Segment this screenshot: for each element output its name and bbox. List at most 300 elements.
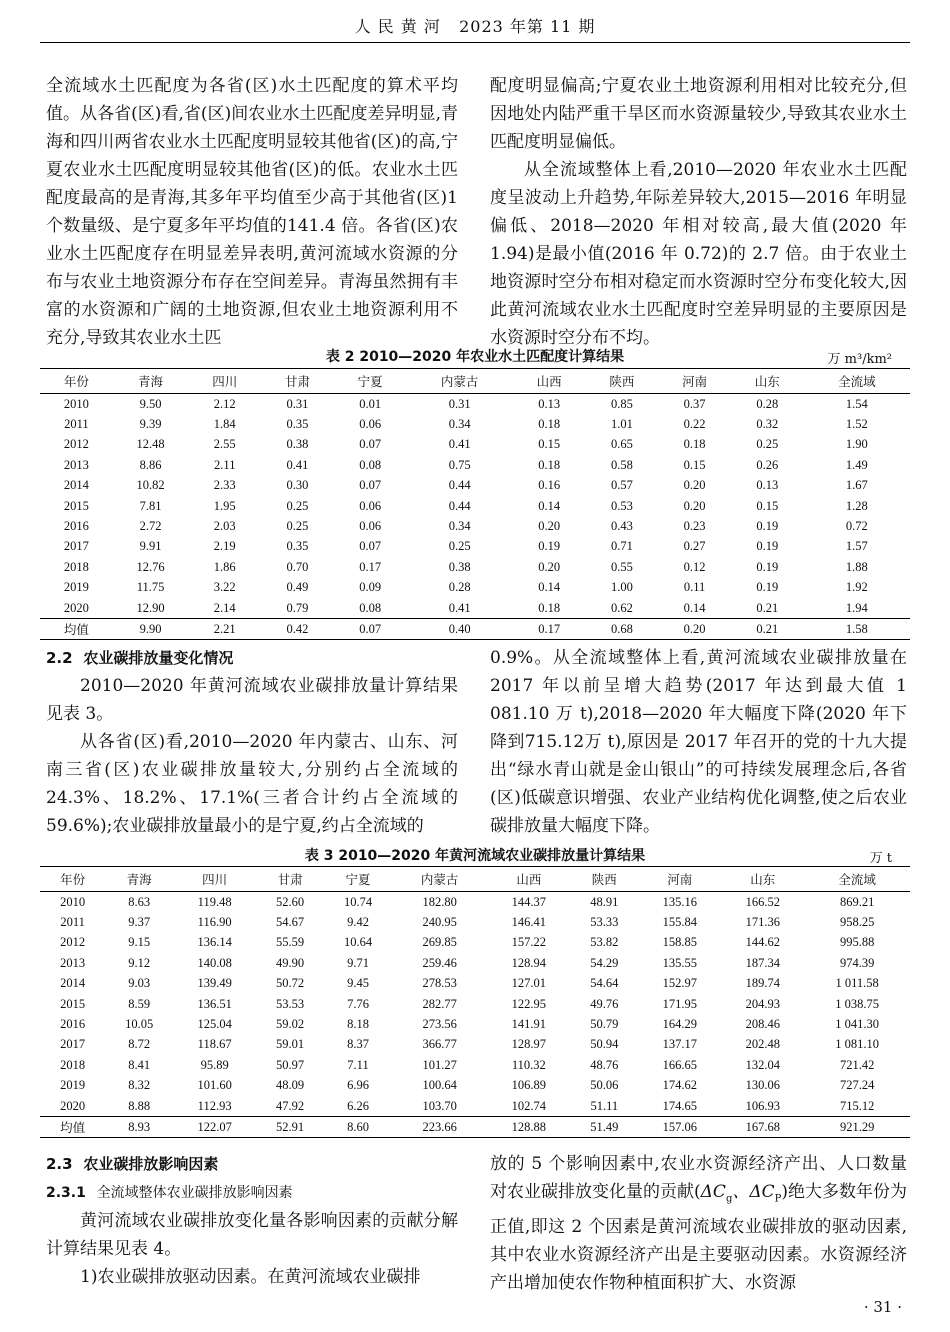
table-cell: 0.13 <box>756 478 779 493</box>
table-cell: 2010 <box>63 396 89 411</box>
table-cell: 2014 <box>63 478 89 493</box>
table-cell: 均值 <box>40 619 113 640</box>
table-cell: 118.67 <box>197 1037 232 1052</box>
journal-name: 人 民 黄 河 <box>354 17 441 36</box>
column-header: 全流域 <box>804 867 910 892</box>
table-cell: 995.88 <box>839 935 875 950</box>
table-cell: 52.91 <box>256 1117 324 1138</box>
table-cell: 130.06 <box>745 1078 780 1093</box>
table-cell: 10.05 <box>125 1017 154 1032</box>
table-cell: 167.68 <box>721 1117 804 1138</box>
column-header: 河南 <box>658 369 731 394</box>
table-cell: 7.11 <box>347 1057 369 1072</box>
table-cell: 9.39 <box>139 417 162 432</box>
column-header: 青海 <box>113 369 189 394</box>
header-rule <box>40 42 910 43</box>
table-cell: 50.97 <box>276 1057 305 1072</box>
table-row <box>40 933 910 953</box>
table-cell: 0.16 <box>538 478 561 493</box>
table-cell: 1 038.75 <box>835 996 879 1011</box>
table-cell: 1.84 <box>213 417 236 432</box>
subsection-number: 2.3.1 <box>46 1185 86 1201</box>
table-cell: 259.46 <box>422 955 457 970</box>
table-cell: 278.53 <box>422 976 457 991</box>
table-cell: 157.22 <box>511 935 547 950</box>
table-cell: 50.06 <box>590 1078 619 1093</box>
table-cell: 0.18 <box>538 600 561 615</box>
table-cell: 1 041.30 <box>835 1017 879 1032</box>
table-cell: 0.18 <box>683 437 706 452</box>
table-cell: 10.74 <box>343 894 373 909</box>
table-cell: 128.97 <box>511 1037 547 1052</box>
table-cell: 59.01 <box>276 1037 305 1052</box>
table-cell: 均值 <box>40 1117 105 1138</box>
table-cell: 2.55 <box>213 437 236 452</box>
table-cell: 0.55 <box>610 559 633 574</box>
table-cell: 122.07 <box>173 1117 256 1138</box>
section-number: 2.3 <box>46 1155 73 1173</box>
table-row <box>40 414 910 434</box>
table2 <box>40 368 910 640</box>
table-cell: 0.15 <box>756 498 779 513</box>
table-cell: 128.94 <box>511 955 547 970</box>
table-cell: 2010 <box>60 894 86 909</box>
table-cell: 0.23 <box>683 519 706 534</box>
table-cell: 0.34 <box>448 417 471 432</box>
paragraph: 0.9%。从全流域整体上看,黄河流域农业碳排放量在2017 年以前呈增大趋势(2017 年达到最大值 1 081.10 万 t),2018—2020 年大幅度下降(2020 年下降到715.12万 t),原因是 2017 年召开的党的十九大提出“绿水青山就是金山银山”的可持续发展理念后,各省(区)低碳意识增强、农业产业结构优化调整,使之后农业碳排放量大幅度下降。 <box>490 648 907 836</box>
table-cell: 0.15 <box>683 457 706 472</box>
body-column-right-2 <box>490 644 907 840</box>
table3-caption: 表 3 2010—2020 年黄河流域农业碳排放量计算结果 <box>304 848 646 864</box>
table-cell: 2.12 <box>213 396 236 411</box>
table-cell: 0.75 <box>448 457 471 472</box>
table-cell: 0.06 <box>359 417 382 432</box>
table-cell: 7.76 <box>347 996 369 1011</box>
table-cell: 0.18 <box>538 417 561 432</box>
table-cell: 0.58 <box>610 457 633 472</box>
table-cell: 136.14 <box>197 935 232 950</box>
table-cell: 54.29 <box>590 955 619 970</box>
table-cell: 2012 <box>60 935 86 950</box>
paragraph: 全流域水土匹配度为各省(区)水土匹配度的算术平均值。从各省(区)看,省(区)间农业水土匹配度差异明显,青海和四川两省农业水土匹配度明显较其他省(区)的高,宁夏农业水土匹配度明显较其他省(区)的低。农业水土匹配度最高的是青海,其多年平均值至少高于其他省(区)1 个数量级、是宁夏多年平均值的141.4 倍。各省(区)农业水土匹配度存在明显差异表明,黄河流域水资源的分布与农业土地资源分布存在空间差异。青海虽然拥有丰富的水资源和广阔的土地资源,但农业土地资源利用不充分,导致其农业水土匹 <box>46 76 458 348</box>
table-cell: 0.06 <box>359 519 382 534</box>
table-cell: 2.03 <box>213 519 236 534</box>
paragraph: 放的 5 个影响因素中,农业水资源经济产出、人口数量对农业碳排放变化量的贡献($\Delta C_g$、$\Delta C_P$)绝大多数年份为正值,即这 2 个因素是黄河流域农业碳排放的驱动因素,其中农业水资源经济产出是主要驱动因素。水资源经济产出增加使农作物种植面积扩大、水资源 <box>490 1154 908 1294</box>
table-row <box>40 974 910 994</box>
table-cell: 1.54 <box>845 396 868 411</box>
table-cell: 0.34 <box>448 519 471 534</box>
table-cell: 0.28 <box>448 580 471 595</box>
body-column-left-2 <box>46 644 458 840</box>
paragraph: 2010—2020 年黄河流域农业碳排放量计算结果见表 3。 <box>46 676 458 724</box>
table-cell: 2.72 <box>139 519 162 534</box>
table-cell: 721.42 <box>839 1057 875 1072</box>
table-cell: 208.46 <box>745 1017 780 1032</box>
column-header: 山西 <box>487 867 570 892</box>
table-cell: 174.62 <box>662 1078 697 1093</box>
table-cell: 51.11 <box>590 1098 619 1113</box>
table-cell: 157.06 <box>638 1117 721 1138</box>
column-header: 青海 <box>105 867 173 892</box>
table-cell: 8.41 <box>128 1057 151 1072</box>
table-cell: 9.91 <box>139 539 162 554</box>
table-cell: 53.33 <box>590 915 619 930</box>
table-cell: 100.64 <box>422 1078 457 1093</box>
table-cell: 240.95 <box>422 915 457 930</box>
table-cell: 0.57 <box>610 478 633 493</box>
table2-unit: 万 m³/km² <box>827 352 892 367</box>
table-cell: 204.93 <box>745 996 780 1011</box>
table-cell: 958.25 <box>839 915 875 930</box>
table-cell: 50.79 <box>590 1017 619 1032</box>
table-cell: 53.82 <box>590 935 619 950</box>
table-cell: 128.88 <box>487 1117 570 1138</box>
section-heading <box>46 1150 458 1178</box>
table-cell: 137.17 <box>662 1037 697 1052</box>
paragraph: 从全流域整体上看,2010—2020 年农业水土匹配度呈波动上升趋势,年际差异较大,2015—2016 年明显偏低、2018—2020 年相对较高,最大值(2020 年1.94)是最小值(2016 年 0.72)的 2.7 倍。由于农业土地资源时空分布相对稳定而水资源时空分布变化较大,因此黄河流域农业水土匹配度时空差异明显的主要原因是水资源时空分布不均。 <box>490 160 907 348</box>
table-cell: 144.62 <box>745 935 780 950</box>
table-cell: 103.70 <box>422 1098 457 1113</box>
table-cell: 0.07 <box>359 437 382 452</box>
column-header: 四川 <box>188 369 261 394</box>
column-header: 山西 <box>513 369 586 394</box>
table-cell: 1.92 <box>845 580 868 595</box>
table-cell: 49.90 <box>276 955 305 970</box>
table-cell: 0.65 <box>610 437 633 452</box>
table-cell: 135.16 <box>662 894 697 909</box>
running-header <box>0 14 950 37</box>
table-cell: 9.71 <box>347 955 369 970</box>
column-header: 全流域 <box>804 369 910 394</box>
table-cell: 0.38 <box>448 559 471 574</box>
table-cell: 119.48 <box>197 894 232 909</box>
table-cell: 106.93 <box>745 1098 780 1113</box>
table-cell: 2011 <box>60 915 85 930</box>
table-cell: 127.01 <box>511 976 547 991</box>
table-cell: 95.89 <box>200 1057 229 1072</box>
table-cell: 0.85 <box>610 396 633 411</box>
table-cell: 0.14 <box>538 498 561 513</box>
table-cell: 164.29 <box>662 1017 697 1032</box>
table-cell: 0.44 <box>448 478 471 493</box>
table-cell: 2013 <box>63 457 89 472</box>
table-cell: 0.01 <box>359 396 382 411</box>
table-cell: 1.52 <box>845 417 868 432</box>
table-cell: 0.68 <box>586 619 659 640</box>
body-column-right-3 <box>490 1150 907 1297</box>
table-cell: 0.12 <box>683 559 706 574</box>
table-cell: 2011 <box>64 417 89 432</box>
table-cell: 116.90 <box>197 915 232 930</box>
table-cell: 0.20 <box>538 559 561 574</box>
table-cell: 869.21 <box>839 894 875 909</box>
table-cell: 0.70 <box>286 559 309 574</box>
table-cell: 0.11 <box>683 580 706 595</box>
table-row <box>40 1076 910 1096</box>
table-row <box>40 496 910 516</box>
body-column-left-1 <box>46 72 458 352</box>
table-cell: 0.22 <box>683 417 706 432</box>
table-cell: 0.19 <box>756 519 779 534</box>
table-row <box>40 435 910 455</box>
table-cell: 0.30 <box>286 478 309 493</box>
table-cell: 182.80 <box>422 894 457 909</box>
table-cell: 8.88 <box>128 1098 151 1113</box>
table-cell: 8.60 <box>324 1117 392 1138</box>
table-cell: 1.86 <box>213 559 236 574</box>
table-cell: 55.59 <box>276 935 305 950</box>
table-row <box>40 1035 910 1055</box>
table-cell: 0.25 <box>286 498 309 513</box>
table-cell: 136.51 <box>197 996 232 1011</box>
table-cell: 0.08 <box>359 600 382 615</box>
table-cell: 1 011.58 <box>835 976 879 991</box>
table-cell: 0.20 <box>683 478 706 493</box>
table-row <box>40 455 910 475</box>
table-cell: 2.33 <box>213 478 236 493</box>
table-cell: 9.50 <box>139 396 162 411</box>
table-cell: 48.09 <box>276 1078 305 1093</box>
table-cell: 0.09 <box>359 580 382 595</box>
table-cell: 8.86 <box>139 457 162 472</box>
table-row <box>40 476 910 496</box>
table-cell: 158.85 <box>662 935 697 950</box>
table-cell: 2019 <box>63 580 89 595</box>
table-cell: 9.12 <box>128 955 151 970</box>
table-cell: 110.32 <box>511 1057 546 1072</box>
column-header: 山东 <box>731 369 804 394</box>
table-cell: 2015 <box>60 996 86 1011</box>
table-cell: 8.18 <box>347 1017 369 1032</box>
table-cell: 8.37 <box>347 1037 369 1052</box>
table-cell: 9.45 <box>347 976 369 991</box>
column-header: 宁夏 <box>334 369 407 394</box>
table-cell: 282.77 <box>422 996 457 1011</box>
table-cell: 0.19 <box>756 559 779 574</box>
table-cell: 269.85 <box>422 935 457 950</box>
table-cell: 2012 <box>63 437 89 452</box>
table-cell: 12.48 <box>136 437 165 452</box>
table-cell: 102.74 <box>511 1098 547 1113</box>
table-cell: 139.49 <box>197 976 232 991</box>
table-cell: 8.72 <box>128 1037 151 1052</box>
table-cell: 106.89 <box>511 1078 547 1093</box>
table-cell: 0.25 <box>756 437 779 452</box>
table-cell: 0.53 <box>610 498 633 513</box>
table3 <box>40 866 910 1138</box>
column-header: 河南 <box>638 867 721 892</box>
table-cell: 9.42 <box>347 915 369 930</box>
table-cell: 2018 <box>60 1057 86 1072</box>
table-cell: 2020 <box>63 600 89 615</box>
table-cell: 132.04 <box>745 1057 780 1072</box>
table-cell: 0.41 <box>286 457 309 472</box>
table2-caption: 表 2 2010—2020 年农业水土匹配度计算结果 <box>325 349 625 365</box>
table-row <box>40 516 910 536</box>
section-number: 2.2 <box>46 649 73 667</box>
table-cell: 189.74 <box>745 976 780 991</box>
table-cell: 112.93 <box>197 1098 232 1113</box>
table-cell: 0.40 <box>407 619 513 640</box>
subsection-title: 全流域整体农业碳排放影响因素 <box>96 1185 293 1201</box>
table-row <box>40 953 910 973</box>
table-row <box>40 578 910 598</box>
table-cell: 0.20 <box>658 619 731 640</box>
table-cell: 0.07 <box>359 478 382 493</box>
table-cell: 0.72 <box>845 519 868 534</box>
table-cell: 2017 <box>60 1037 86 1052</box>
table-cell: 1.88 <box>845 559 868 574</box>
table-cell: 152.97 <box>662 976 697 991</box>
body-column-left-3 <box>46 1150 458 1291</box>
table-cell: 0.19 <box>756 539 779 554</box>
table-cell: 715.12 <box>839 1098 875 1113</box>
table-cell: 54.67 <box>276 915 305 930</box>
column-header: 内蒙古 <box>407 369 513 394</box>
table-cell: 0.71 <box>610 539 633 554</box>
table-row <box>40 912 910 932</box>
section-title: 农业碳排放影响因素 <box>83 1155 219 1173</box>
table-cell: 2019 <box>60 1078 86 1093</box>
table-cell: 1.00 <box>610 580 633 595</box>
table-cell: 0.25 <box>286 519 309 534</box>
table-cell: 1 081.10 <box>835 1037 879 1052</box>
table-cell: 6.26 <box>347 1098 369 1113</box>
section-heading <box>46 644 458 672</box>
table-cell: 727.24 <box>839 1078 875 1093</box>
table-cell: 202.48 <box>745 1037 780 1052</box>
table-cell: 223.66 <box>392 1117 487 1138</box>
table-cell: 155.84 <box>662 915 697 930</box>
table-average-row <box>40 619 910 640</box>
table-cell: 0.07 <box>359 539 382 554</box>
table-cell: 0.44 <box>448 498 471 513</box>
table-cell: 0.21 <box>756 600 779 615</box>
table-cell: 0.07 <box>334 619 407 640</box>
subsection-heading <box>46 1178 458 1207</box>
table-cell: 0.21 <box>731 619 804 640</box>
paragraph: 黄河流域农业碳排放变化量各影响因素的贡献分解计算结果见表 4。 <box>46 1211 458 1259</box>
table-row <box>40 598 910 619</box>
table-cell: 2.21 <box>188 619 261 640</box>
table-cell: 166.65 <box>662 1057 697 1072</box>
table-cell: 10.64 <box>343 935 373 950</box>
table-cell: 0.19 <box>538 539 561 554</box>
table-cell: 12.90 <box>136 600 165 615</box>
table-cell: 2.14 <box>213 600 236 615</box>
table-cell: 2018 <box>63 559 89 574</box>
table-cell: 1.67 <box>845 478 868 493</box>
body-column-right-1 <box>490 72 907 352</box>
table-cell: 141.91 <box>511 1017 547 1032</box>
table-cell: 0.08 <box>359 457 382 472</box>
table-cell: 0.43 <box>610 519 633 534</box>
table-cell: 1.94 <box>845 600 868 615</box>
paragraph: 1)农业碳排放驱动因素。在黄河流域农业碳排 <box>80 1267 421 1287</box>
table-cell: 9.15 <box>128 935 151 950</box>
table-cell: 0.13 <box>538 396 561 411</box>
table-cell: 0.35 <box>286 417 309 432</box>
table-cell: 0.28 <box>756 396 779 411</box>
table-cell: 140.08 <box>197 955 232 970</box>
table-cell: 171.95 <box>662 996 697 1011</box>
table-row <box>40 394 910 415</box>
table-cell: 9.90 <box>113 619 189 640</box>
table-cell: 9.03 <box>128 976 151 991</box>
table-cell: 171.36 <box>745 915 780 930</box>
table-cell: 146.41 <box>511 915 547 930</box>
column-header: 年份 <box>40 867 105 892</box>
table-cell: 0.27 <box>683 539 706 554</box>
table-cell: 0.14 <box>538 580 561 595</box>
column-header: 四川 <box>173 867 256 892</box>
table-average-row <box>40 1117 910 1138</box>
table-cell: 135.55 <box>662 955 697 970</box>
table-cell: 0.38 <box>286 437 309 452</box>
table-header-row <box>40 369 910 394</box>
table-cell: 1.49 <box>845 457 868 472</box>
table-cell: 0.37 <box>683 396 706 411</box>
table-row <box>40 994 910 1014</box>
table-cell: 0.41 <box>448 437 471 452</box>
table-cell: 1.58 <box>804 619 910 640</box>
table-cell: 0.17 <box>359 559 382 574</box>
column-header: 山东 <box>721 867 804 892</box>
column-header: 陕西 <box>586 369 659 394</box>
table-cell: 0.14 <box>683 600 706 615</box>
table-cell: 101.27 <box>422 1057 457 1072</box>
table-cell: 0.31 <box>448 396 471 411</box>
table-cell: 2016 <box>60 1017 86 1032</box>
table-cell: 59.02 <box>276 1017 305 1032</box>
table-cell: 0.31 <box>286 396 309 411</box>
table-cell: 0.17 <box>513 619 586 640</box>
column-header: 内蒙古 <box>392 867 487 892</box>
table-cell: 2020 <box>60 1098 86 1113</box>
table-cell: 50.94 <box>590 1037 619 1052</box>
table-row <box>40 1096 910 1117</box>
table-cell: 47.92 <box>276 1098 305 1113</box>
table-cell: 2017 <box>63 539 89 554</box>
table-cell: 7.81 <box>139 498 162 513</box>
table-cell: 0.19 <box>756 580 779 595</box>
table-cell: 9.37 <box>128 915 151 930</box>
table-cell: 0.49 <box>286 580 309 595</box>
table-cell: 2.19 <box>213 539 236 554</box>
paragraph: 配度明显偏高;宁夏农业土地资源利用相对比较充分,但因地处内陆严重干旱区而水资源量较少,导致其农业水土匹配度明显偏低。 <box>490 76 907 152</box>
table-cell: 48.76 <box>590 1057 619 1072</box>
table-cell: 0.42 <box>261 619 334 640</box>
table-cell: 48.91 <box>590 894 619 909</box>
paragraph: 从各省(区)看,2010—2020 年内蒙古、山东、河南三省(区)农业碳排放量较大,分别约占全流域的24.3%、18.2%、17.1%(三者合计约占全流域的59.6%);农业碳排放量最小的是宁夏,约占全流域的 <box>46 732 458 836</box>
table-row <box>40 892 910 913</box>
column-header: 年份 <box>40 369 113 394</box>
table-cell: 8.93 <box>105 1117 173 1138</box>
table-cell: 0.20 <box>538 519 561 534</box>
table-cell: 1.57 <box>845 539 868 554</box>
column-header: 陕西 <box>570 867 638 892</box>
table-cell: 122.95 <box>511 996 547 1011</box>
page-number: · 31 · <box>863 1298 902 1316</box>
table-cell: 0.41 <box>448 600 471 615</box>
issue-label: 2023 年第 11 期 <box>459 17 596 36</box>
table-header-row <box>40 867 910 892</box>
table-cell: 174.65 <box>662 1098 697 1113</box>
table-cell: 0.26 <box>756 457 779 472</box>
table-cell: 8.59 <box>128 996 151 1011</box>
table-cell: 52.60 <box>276 894 305 909</box>
table-cell: 166.52 <box>745 894 780 909</box>
